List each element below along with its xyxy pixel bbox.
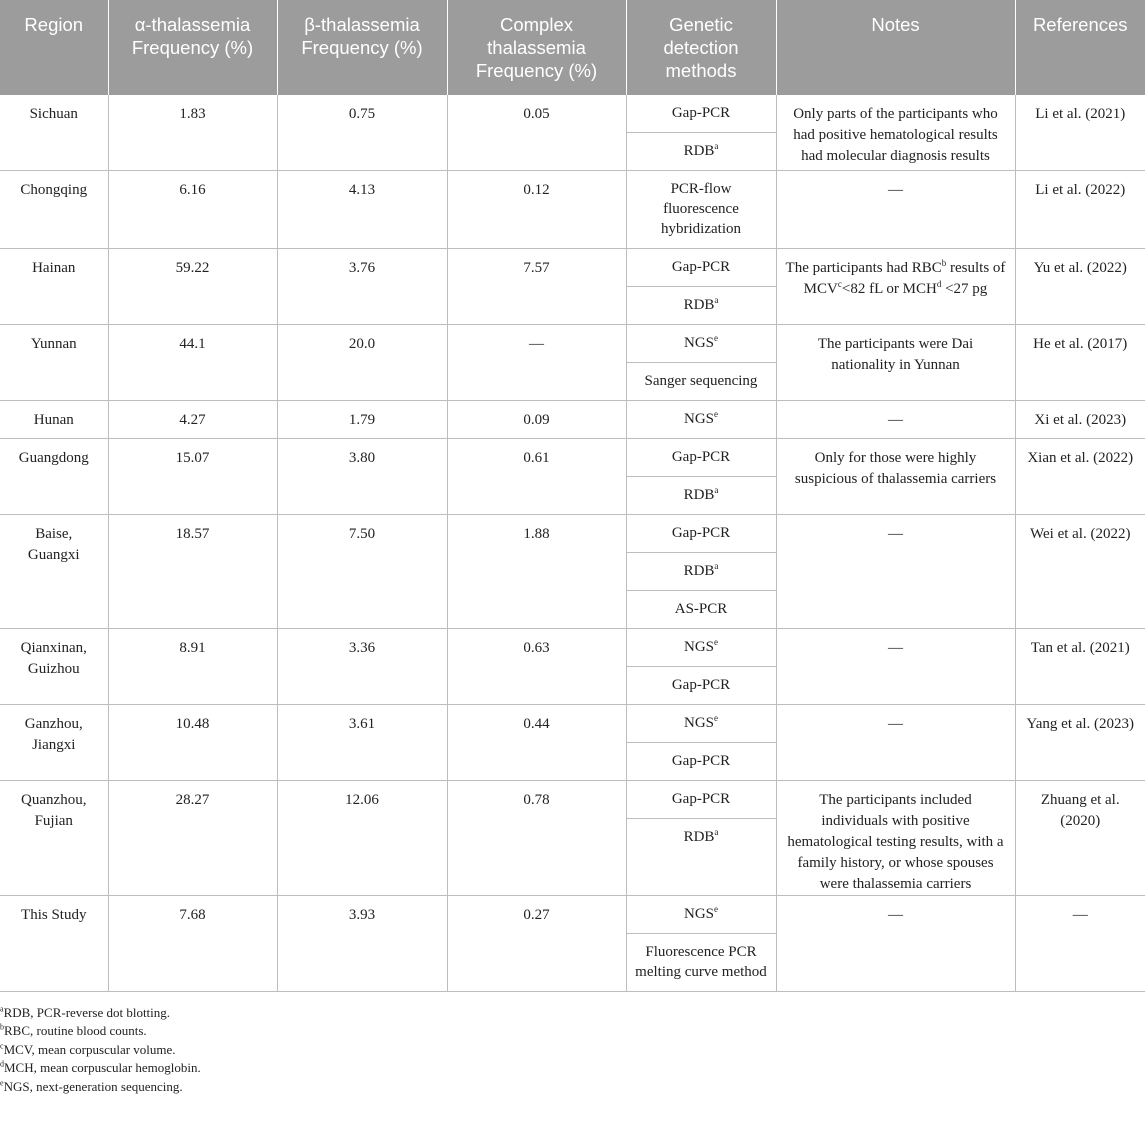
table-row (0, 705, 1145, 781)
detection-methods-cell (626, 95, 776, 171)
table-row (0, 249, 1145, 325)
footnote-line (0, 1004, 1145, 1022)
detection-method-label: Gap-PCR (671, 259, 731, 275)
header-detection-methods: Genetic detection methods (626, 0, 776, 95)
detection-method-label: Gap-PCR (671, 449, 731, 465)
complex-frequency-cell: — (447, 325, 626, 401)
region-cell: Hunan (0, 401, 108, 439)
alpha-frequency-cell: 59.22 (108, 249, 277, 325)
notes-cell: The participants included individuals with positive hematological testing results, with a family history, or whose spouses were thalassemia carriers (776, 781, 1015, 896)
detection-method-item (627, 629, 776, 667)
complex-frequency-cell: 0.78 (447, 781, 626, 896)
notes-cell: — (776, 515, 1015, 629)
detection-method-label: PCR-flow fluorescence hybridization (661, 181, 741, 237)
header-notes: Notes (776, 0, 1015, 95)
beta-frequency-cell: 3.36 (277, 629, 447, 705)
footnote-line (0, 1022, 1145, 1040)
footnote-text: MCV, mean corpuscular volume. (3, 1041, 176, 1057)
reference-cell: He et al. (2017) (1015, 325, 1145, 401)
beta-frequency-cell: 12.06 (277, 781, 447, 896)
complex-frequency-cell: 7.57 (447, 249, 626, 325)
region-cell: Yunnan (0, 325, 108, 401)
footnote-text: MCH, mean corpuscular hemoglobin. (4, 1060, 201, 1076)
detection-methods-cell (626, 171, 776, 249)
footnote-text: RBC, routine blood counts. (4, 1023, 147, 1039)
detection-method-label: RDB (683, 487, 715, 503)
footnote-line (0, 1041, 1145, 1059)
footnote-marker: a (714, 141, 719, 151)
table-row (0, 629, 1145, 705)
complex-frequency-cell: 1.88 (447, 515, 626, 629)
header-region: Region (0, 0, 108, 95)
reference-cell: Li et al. (2022) (1015, 171, 1145, 249)
detection-method-label: NGS (683, 715, 714, 731)
notes-cell: Only for those were highly suspicious of thalassemia carriers (776, 439, 1015, 515)
reference-cell: Yang et al. (2023) (1015, 705, 1145, 781)
footnote-marker: e (714, 713, 718, 723)
beta-frequency-cell: 20.0 (277, 325, 447, 401)
reference-cell: Yu et al. (2022) (1015, 249, 1145, 325)
alpha-frequency-cell: 28.27 (108, 781, 277, 896)
region-cell: Qianxinan, Guizhou (0, 629, 108, 705)
detection-method-label: NGS (683, 411, 714, 427)
footnote-line (0, 1078, 1145, 1096)
detection-method-label: NGS (683, 335, 714, 351)
detection-method-item (627, 553, 776, 591)
detection-methods-cell (626, 896, 776, 992)
detection-method-label: Gap-PCR (671, 791, 731, 807)
complex-frequency-cell: 0.09 (447, 401, 626, 439)
footnote-marker: c (837, 279, 842, 289)
detection-method-item (627, 743, 776, 780)
region-cell: Guangdong (0, 439, 108, 515)
region-cell: Baise, Guangxi (0, 515, 108, 629)
detection-method-item (627, 591, 776, 628)
detection-method-label: Gap-PCR (671, 753, 731, 769)
notes-text-part: <27 pg (941, 281, 988, 297)
region-cell: Chongqing (0, 171, 108, 249)
detection-methods-cell (626, 629, 776, 705)
notes-cell: — (776, 705, 1015, 781)
region-cell: Ganzhou, Jiangxi (0, 705, 108, 781)
notes-text-part: <82 fL or MCH (841, 281, 937, 297)
detection-method-label: Gap-PCR (671, 525, 731, 541)
alpha-frequency-cell: 6.16 (108, 171, 277, 249)
detection-method-item (627, 171, 776, 248)
detection-method-item (627, 705, 776, 743)
alpha-frequency-cell: 18.57 (108, 515, 277, 629)
notes-cell (776, 249, 1015, 325)
table-row (0, 171, 1145, 249)
table-row (0, 401, 1145, 439)
beta-frequency-cell: 1.79 (277, 401, 447, 439)
complex-frequency-cell: 0.61 (447, 439, 626, 515)
footnote-marker: a (714, 827, 719, 837)
detection-methods-cell (626, 705, 776, 781)
notes-cell: — (776, 171, 1015, 249)
detection-methods-cell (626, 325, 776, 401)
detection-method-label: RDB (683, 563, 715, 579)
alpha-frequency-cell: 15.07 (108, 439, 277, 515)
detection-method-label: Gap-PCR (671, 677, 731, 693)
footnote-marker: e (0, 1078, 4, 1088)
reference-cell: Zhuang et al. (2020) (1015, 781, 1145, 896)
notes-cell: Only parts of the participants who had positive hematological results had molecular diagnosis results (776, 95, 1015, 171)
region-cell: Sichuan (0, 95, 108, 171)
detection-method-label: Gap-PCR (671, 105, 731, 121)
table-row (0, 781, 1145, 896)
detection-method-item (627, 249, 776, 287)
detection-method-item (627, 363, 776, 400)
beta-frequency-cell: 3.61 (277, 705, 447, 781)
footnote-marker: a (714, 295, 719, 305)
footnote-text: NGS, next-generation sequencing. (3, 1078, 183, 1094)
detection-method-item (627, 819, 776, 856)
notes-cell: — (776, 896, 1015, 992)
alpha-frequency-cell: 7.68 (108, 896, 277, 992)
detection-methods-cell (626, 439, 776, 515)
detection-method-item (627, 934, 776, 991)
footnote-marker: b (941, 258, 947, 268)
footnote-marker: e (714, 333, 718, 343)
footnote-marker: d (0, 1059, 4, 1069)
detection-method-label: AS-PCR (674, 601, 728, 617)
header-complex-frequency: Complex thalassemia Frequency (%) (447, 0, 626, 95)
detection-method-item (627, 133, 776, 170)
footnote-marker: e (714, 904, 718, 914)
header-beta-frequency: β-thalassemia Frequency (%) (277, 0, 447, 95)
table-header-row (0, 0, 1145, 95)
reference-cell: Xian et al. (2022) (1015, 439, 1145, 515)
footnote-marker: e (714, 637, 718, 647)
detection-method-label: RDB (683, 829, 715, 845)
detection-method-item (627, 896, 776, 934)
detection-methods-cell (626, 401, 776, 439)
reference-cell: — (1015, 896, 1145, 992)
detection-method-label: Fluorescence PCR melting curve method (635, 944, 767, 980)
beta-frequency-cell: 3.76 (277, 249, 447, 325)
detection-method-label: NGS (683, 639, 714, 655)
detection-method-item (627, 667, 776, 704)
detection-methods-cell (626, 515, 776, 629)
table-row (0, 515, 1145, 629)
notes-cell: The participants were Dai nationality in Yunnan (776, 325, 1015, 401)
complex-frequency-cell: 0.05 (447, 95, 626, 171)
detection-method-item (627, 287, 776, 324)
detection-method-label: RDB (683, 297, 715, 313)
footnote-marker: b (0, 1023, 4, 1033)
beta-frequency-cell: 3.80 (277, 439, 447, 515)
notes-text-part: results of MCV (803, 260, 1006, 297)
alpha-frequency-cell: 8.91 (108, 629, 277, 705)
reference-cell: Li et al. (2021) (1015, 95, 1145, 171)
reference-cell: Tan et al. (2021) (1015, 629, 1145, 705)
beta-frequency-cell: 7.50 (277, 515, 447, 629)
region-cell: Hainan (0, 249, 108, 325)
alpha-frequency-cell: 4.27 (108, 401, 277, 439)
region-cell: Quanzhou, Fujian (0, 781, 108, 896)
detection-method-item (627, 325, 776, 363)
beta-frequency-cell: 0.75 (277, 95, 447, 171)
notes-cell: — (776, 629, 1015, 705)
complex-frequency-cell: 0.63 (447, 629, 626, 705)
table-row (0, 896, 1145, 992)
detection-method-label: RDB (683, 143, 715, 159)
footnote-marker: d (936, 279, 942, 289)
reference-cell: Wei et al. (2022) (1015, 515, 1145, 629)
header-alpha-frequency: α-thalassemia Frequency (%) (108, 0, 277, 95)
table-row (0, 439, 1145, 515)
footnote-marker: c (0, 1041, 4, 1051)
detection-method-label: Sanger sequencing (644, 373, 758, 389)
table-body (0, 95, 1145, 992)
notes-text-part: The participants had RBC (785, 260, 942, 276)
beta-frequency-cell: 3.93 (277, 896, 447, 992)
table-row (0, 325, 1145, 401)
detection-method-item (627, 439, 776, 477)
footnote-marker: a (714, 561, 719, 571)
header-references: References (1015, 0, 1145, 95)
detection-method-item (627, 781, 776, 819)
table-footnotes (0, 1004, 1145, 1096)
detection-method-label: NGS (683, 906, 714, 922)
notes-cell: — (776, 401, 1015, 439)
detection-method-item (627, 95, 776, 133)
footnote-marker: a (714, 485, 719, 495)
complex-frequency-cell: 0.12 (447, 171, 626, 249)
detection-method-item (627, 477, 776, 514)
beta-frequency-cell: 4.13 (277, 171, 447, 249)
footnote-text: RDB, PCR-reverse dot blotting. (3, 1005, 171, 1020)
alpha-frequency-cell: 1.83 (108, 95, 277, 171)
complex-frequency-cell: 0.27 (447, 896, 626, 992)
footnote-marker: e (714, 409, 718, 419)
complex-frequency-cell: 0.44 (447, 705, 626, 781)
detection-method-item (627, 401, 776, 438)
reference-cell: Xi et al. (2023) (1015, 401, 1145, 439)
alpha-frequency-cell: 10.48 (108, 705, 277, 781)
footnote-line (0, 1059, 1145, 1077)
detection-method-item (627, 515, 776, 553)
table-row (0, 95, 1145, 171)
alpha-frequency-cell: 44.1 (108, 325, 277, 401)
detection-methods-cell (626, 249, 776, 325)
footnote-marker: a (0, 1004, 4, 1014)
detection-methods-cell (626, 781, 776, 896)
region-cell: This Study (0, 896, 108, 992)
